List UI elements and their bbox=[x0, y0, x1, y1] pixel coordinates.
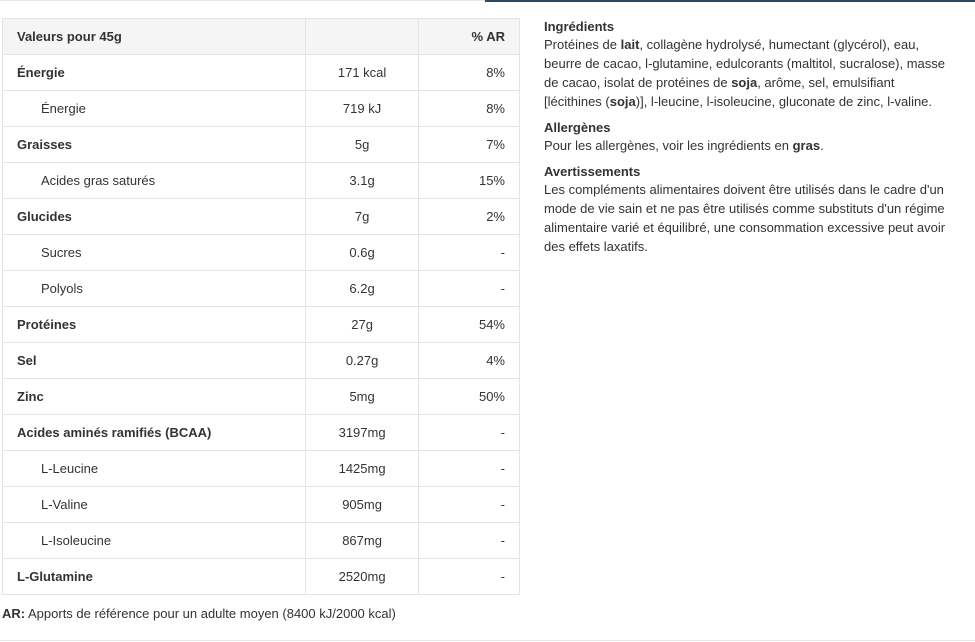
text-segment: Pour les allergènes, voir les ingrédients en bbox=[544, 138, 793, 153]
nutrient-value: 171 kcal bbox=[306, 55, 418, 91]
nutrient-value: 1425mg bbox=[306, 451, 418, 487]
allergens-text bbox=[544, 136, 954, 155]
nutrient-ar: - bbox=[418, 271, 519, 307]
nutrient-value: 7g bbox=[306, 199, 418, 235]
nutrient-name: Acides gras saturés bbox=[3, 163, 306, 199]
nutrient-name: Acides aminés ramifiés (BCAA) bbox=[3, 415, 306, 451]
table-row bbox=[3, 415, 520, 451]
nutrient-value: 5mg bbox=[306, 379, 418, 415]
nutrient-name: Énergie bbox=[3, 91, 306, 127]
footnote-text: Apports de référence pour un adulte moyen (8400 kJ/2000 kcal) bbox=[25, 606, 396, 621]
nutrient-value: 27g bbox=[306, 307, 418, 343]
top-divider-left bbox=[0, 0, 485, 1]
nutrient-value: 2520mg bbox=[306, 559, 418, 595]
nutrient-ar: 2% bbox=[418, 199, 519, 235]
header-value bbox=[306, 19, 418, 55]
nutrient-name: Énergie bbox=[3, 55, 306, 91]
nutrient-name: Sel bbox=[3, 343, 306, 379]
nutrient-name: Zinc bbox=[3, 379, 306, 415]
bold-allergen-text: gras bbox=[792, 138, 821, 153]
nutrient-ar: 4% bbox=[418, 343, 519, 379]
footnote-label: AR: bbox=[2, 606, 26, 621]
text-segment: )], l-leucine, l-isoleucine, gluconate de zinc, l-valine. bbox=[635, 94, 933, 109]
text-segment: Protéines de bbox=[544, 37, 621, 52]
bold-allergen-text: soja bbox=[609, 94, 636, 109]
nutrient-name: Protéines bbox=[3, 307, 306, 343]
footnote bbox=[2, 606, 396, 621]
table-row bbox=[3, 91, 520, 127]
nutrient-ar: - bbox=[418, 235, 519, 271]
nutrient-value: 0.27g bbox=[306, 343, 418, 379]
table-header-row bbox=[3, 19, 520, 55]
warnings-text: Les compléments alimentaires doivent être utilisés dans le cadre d'un mode de vie sain et ne pas être utilisés comme substituts d'un régime alimentaire varié et équilibré, une consommation excessive peut avoir des effets laxatifs. bbox=[544, 182, 946, 254]
nutrient-name: Graisses bbox=[3, 127, 306, 163]
table-row bbox=[3, 199, 520, 235]
nutrient-name: Glucides bbox=[3, 199, 306, 235]
nutrient-ar: 15% bbox=[418, 163, 519, 199]
nutrition-table-body bbox=[3, 55, 520, 595]
nutrient-value: 867mg bbox=[306, 523, 418, 559]
ingredients-text bbox=[544, 35, 954, 111]
nutrient-name: L-Isoleucine bbox=[3, 523, 306, 559]
nutrient-ar: 8% bbox=[418, 91, 519, 127]
text-segment: , collagène hydrolysé, humectant (glycérol), eau, beurre de cacao, l-glutamine, edulcorants (maltitol, sucralose), masse de cacao, isolat de protéines de bbox=[544, 37, 946, 90]
nutrient-name: L-Glutamine bbox=[3, 559, 306, 595]
allergens-title: Allergènes bbox=[544, 120, 611, 135]
text-segment: . bbox=[820, 138, 824, 153]
nutrient-value: 0.6g bbox=[306, 235, 418, 271]
nutrient-name: Sucres bbox=[3, 235, 306, 271]
nutrient-ar: 8% bbox=[418, 55, 519, 91]
nutrient-ar: - bbox=[418, 523, 519, 559]
nutrient-ar: 7% bbox=[418, 127, 519, 163]
table-row bbox=[3, 55, 520, 91]
nutrient-ar: 50% bbox=[418, 379, 519, 415]
nutrient-value: 6.2g bbox=[306, 271, 418, 307]
nutrient-ar: - bbox=[418, 415, 519, 451]
product-info bbox=[544, 18, 954, 264]
bold-allergen-text: lait bbox=[620, 37, 640, 52]
nutrient-ar: - bbox=[418, 451, 519, 487]
nutrient-name: Polyols bbox=[3, 271, 306, 307]
nutrient-ar: - bbox=[418, 487, 519, 523]
table-row bbox=[3, 487, 520, 523]
top-divider-right bbox=[485, 0, 975, 2]
nutrient-ar: 54% bbox=[418, 307, 519, 343]
nutrient-name: L-Leucine bbox=[3, 451, 306, 487]
table-row bbox=[3, 343, 520, 379]
table-row bbox=[3, 271, 520, 307]
table-row bbox=[3, 127, 520, 163]
nutrient-value: 3197mg bbox=[306, 415, 418, 451]
nutrition-table bbox=[2, 18, 520, 595]
table-row bbox=[3, 451, 520, 487]
text-segment: , arôme, sel, emulsifiant [lécithines ( bbox=[544, 75, 895, 109]
nutrient-name: L-Valine bbox=[3, 487, 306, 523]
nutrient-ar: - bbox=[418, 559, 519, 595]
bottom-divider bbox=[0, 640, 975, 641]
table-row bbox=[3, 307, 520, 343]
warnings-title: Avertissements bbox=[544, 164, 641, 179]
nutrient-value: 3.1g bbox=[306, 163, 418, 199]
ingredients-title: Ingrédients bbox=[544, 19, 615, 34]
table-row bbox=[3, 379, 520, 415]
bold-allergen-text: soja bbox=[731, 75, 758, 90]
table-row bbox=[3, 235, 520, 271]
nutrient-value: 5g bbox=[306, 127, 418, 163]
nutrient-value: 719 kJ bbox=[306, 91, 418, 127]
table-row bbox=[3, 523, 520, 559]
table-row bbox=[3, 163, 520, 199]
nutrient-value: 905mg bbox=[306, 487, 418, 523]
header-ar: % AR bbox=[418, 19, 519, 55]
table-row bbox=[3, 559, 520, 595]
header-name: Valeurs pour 45g bbox=[3, 19, 306, 55]
